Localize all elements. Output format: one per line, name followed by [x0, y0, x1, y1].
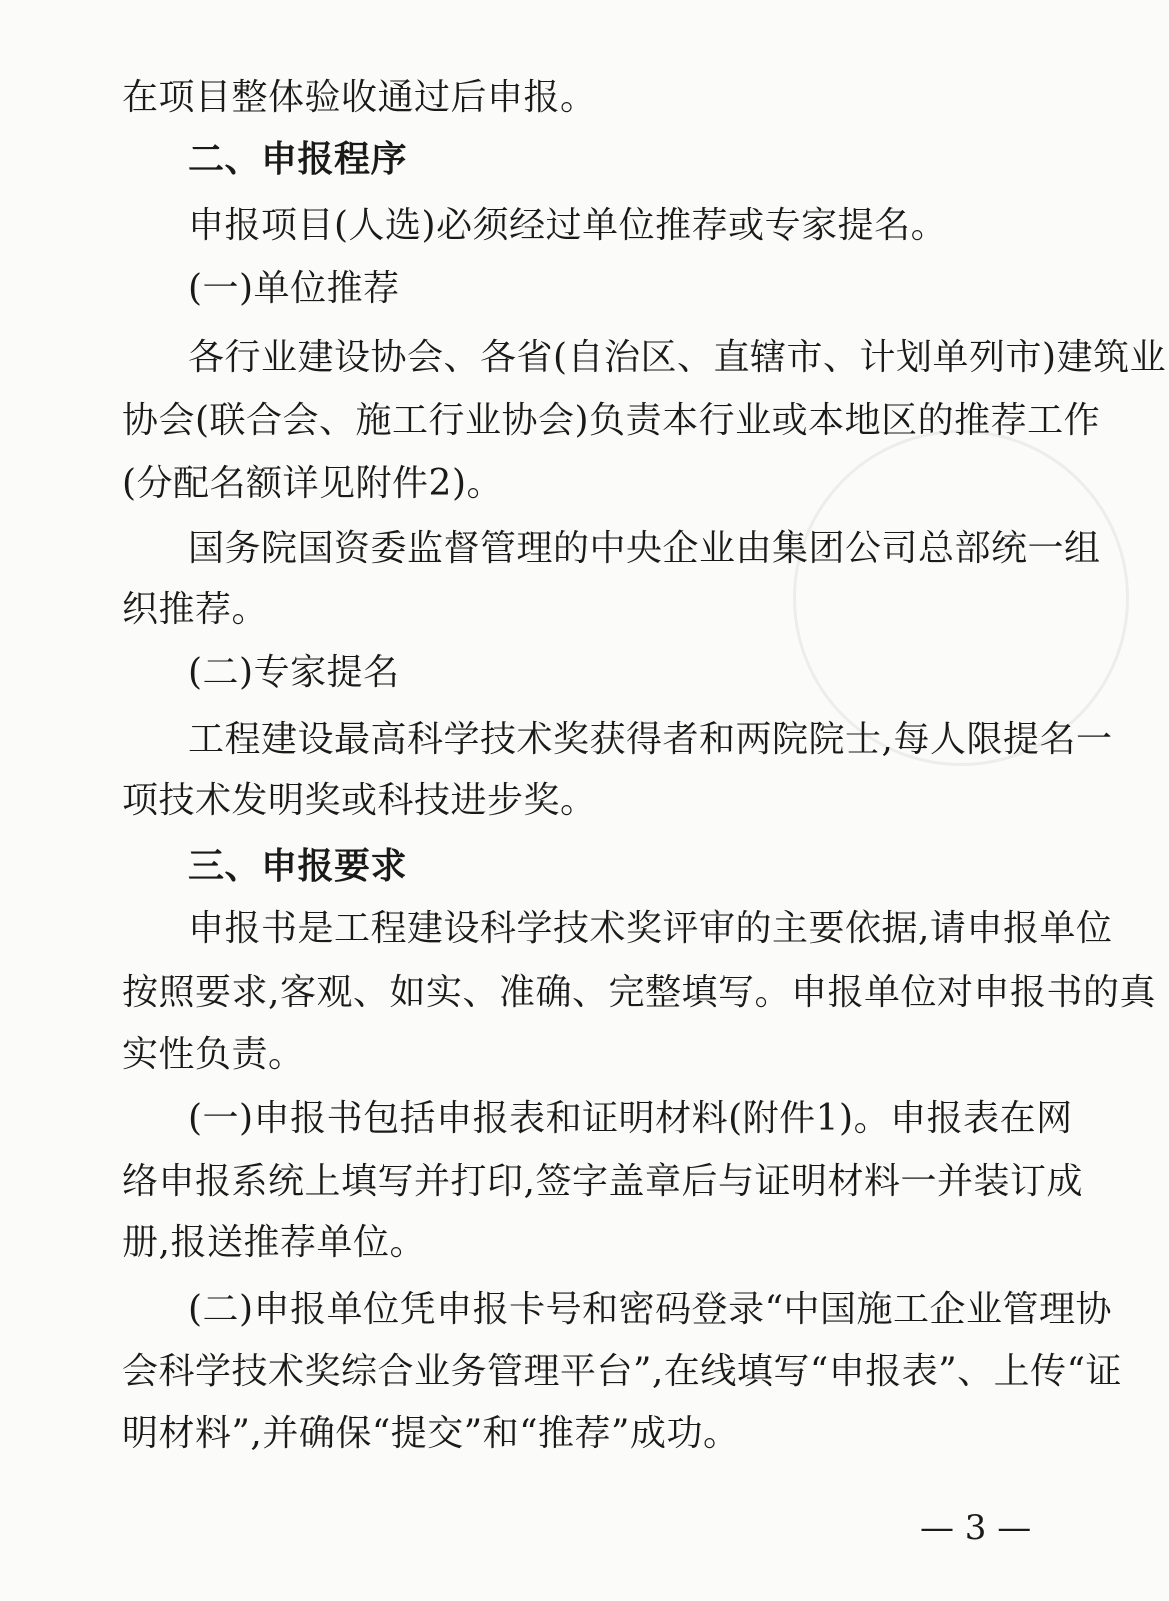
text-line-5: 各行业建设协会、各省(自治区、直辖市、计划单列市)建筑业 [188, 337, 1167, 378]
subheading-expert-nomination: (二)专家提名 [188, 652, 400, 693]
text-line-14: 申报书是工程建设科学技术奖评审的主要依据,请申报单位 [188, 908, 1113, 949]
text-line-9: 织推荐。 [122, 589, 269, 630]
text-line-18: 络申报系统上填写并打印,签字盖章后与证明材料一并装订成 [122, 1161, 1083, 1202]
text-line-15: 按照要求,客观、如实、准确、完整填写。申报单位对申报书的真 [122, 972, 1156, 1013]
subheading-unit-recommendation: (一)单位推荐 [188, 268, 400, 309]
text-line-6: 协会(联合会、施工行业协会)负责本行业或本地区的推荐工作 [122, 400, 1101, 441]
text-line-17: (一)申报书包括申报表和证明材料(附件1)。申报表在网 [188, 1098, 1073, 1139]
text-line-20: (二)申报单位凭申报卡号和密码登录“中国施工企业管理协 [188, 1289, 1112, 1330]
page-number: — 3 — [920, 1508, 1032, 1548]
text-line-12: 项技术发明奖或科技进步奖。 [122, 780, 597, 821]
text-line-11: 工程建设最高科学技术奖获得者和两院院士,每人限提名一 [188, 719, 1113, 760]
text-line-19: 册,报送推荐单位。 [122, 1222, 426, 1263]
text-line-8: 国务院国资委监督管理的中央企业由集团公司总部统一组 [188, 528, 1101, 569]
text-line-16: 实性负责。 [122, 1034, 305, 1075]
text-line-7: (分配名额详见附件2)。 [122, 463, 503, 504]
text-line-21: 会科学技术奖综合业务管理平台”,在线填写“申报表”、上传“证 [122, 1351, 1123, 1392]
text-line-3: 申报项目(人选)必须经过单位推荐或专家提名。 [188, 205, 948, 246]
text-line-22: 明材料”,并确保“提交”和“推荐”成功。 [122, 1413, 740, 1454]
text-line-1: 在项目整体验收通过后申报。 [122, 77, 597, 118]
section-heading-procedure: 二、申报程序 [188, 139, 408, 180]
section-heading-requirements: 三、申报要求 [188, 846, 408, 887]
